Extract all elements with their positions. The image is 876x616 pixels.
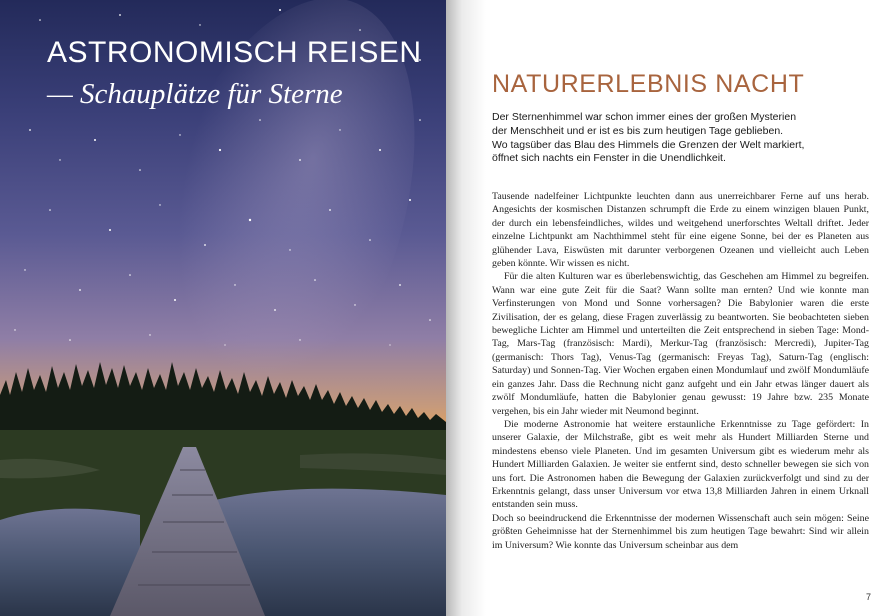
photo-subtitle: — Schauplätze für Sterne — [47, 78, 343, 110]
lead-line: der Menschheit und er ist es bis zum heutigen Tage geblieben. — [492, 124, 784, 137]
text-page — [446, 0, 876, 616]
body-paragraph: Doch so beeindruckend die Erkenntnisse der modernen Wissenschaft auch sein mögen: Seine größten Geheimnisse hat der Sternenhimmel bis zum heutigen Tage bewahrt: Sind wir allein im Universum? Wie konnte das Universum scheinbar aus dem — [492, 512, 869, 551]
lead-paragraph — [492, 111, 847, 166]
body-paragraph: Tausende nadelfeiner Lichtpunkte leuchten dann aus unerreichbarer Ferne auf uns herab. Angesichts der kosmischen Distanzen schrumpft die Erde zu einem winzigen blauen Punkt, der durch ein lebensfeindliches, wildes und weitgehend unerforschtes Weltall driftet. Jeder einzelne Lichtpunkt am Nachthimmel steht für eine eigene Sonne, bei der es Planeten aus glühender Lava, Eiswüsten mit darunter verborgenen Ozeanen und vielleicht auch Leben geben könnte. Wir wissen es nicht. — [492, 191, 869, 270]
lead-line: Wo tagsüber das Blau des Himmels die Grenzen der Welt markiert, — [492, 138, 805, 151]
body-paragraph: Für die alten Kulturen war es überlebenswichtig, das Geschehen am Himmel zu begreifen. Wann war eine gute Zeit für die Saat? Wann sollte man ernten? Und wie konnte man Verfinsterungen von Mond und Sonne vorhersagen? Die Babylonier waren die erste Zivilisation, der es gelang, diese Fragen zuverlässig zu beantworten. Sie beobachteten sieben bewegliche Lichter am Himmel und unterteilten die Zeit entsprechend in sieben Tage: Mond-Tag, Mars-Tag (französisch: Mardi), Merkur-Tag (französisch: Mercredi), Jupiter-Tag (germanisch: Thors Tag), Venus-Tag (germanisch: Freyas Tag), Saturn-Tag (englisch: Saturday) und Sonnen-Tag. Vier Wochen ergaben einen Mondumlauf und zwölf Mondumläufe ein ganzes Jahr. Dass die Rechnung nicht ganz aufgeht und ein Jahr etwas länger dauert als zwölf Mondumläufe, hatten die Babylonier genau gewusst: 19 Jahre bzw. 235 Monate vergehen, bis ein Jahr wieder mit Neumond beginnt. — [492, 271, 869, 417]
photo-title: ASTRONOMISCH REISEN — [47, 36, 422, 69]
lead-line: Der Sternenhimmel war schon immer eines der großen Mysterien — [492, 111, 797, 123]
body-paragraph: Die moderne Astronomie hat weitere erstaunliche Erkenntnisse zu Tage gefördert: In unserer Galaxie, der Milchstraße, gibt es weit mehr als Hundert Milliarden Sterne und mindestens ebenso viele Planeten. Und im gesamten Universum gibt es wiederum mehr als Hundert Milliarden Galaxien. Je weiter sie entfernt sind, desto schneller bewegen sie sich von uns fort. Die Astronomen haben die Bewegung der Galaxien zurückverfolgt und sind zu der Erkenntnis gelangt, dass unser Universum vor etwa 13,8 Milliarden Jahren in einem Urknall entstanden sein muss. — [492, 418, 869, 511]
lead-line: öffnet sich nachts ein Fenster in die Unendlichkeit. — [492, 152, 726, 165]
page-number: 7 — [866, 592, 872, 602]
body-text — [492, 190, 869, 552]
section-heading: NATURERLEBNIS NACHT — [492, 70, 805, 98]
